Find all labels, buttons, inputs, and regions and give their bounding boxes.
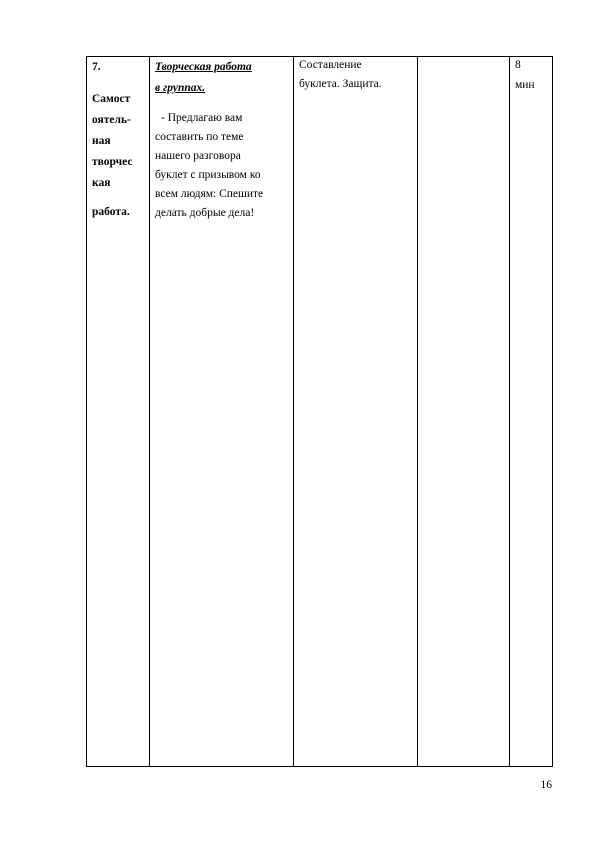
student-text-line: Составление [299, 59, 362, 71]
time-value: 8 [515, 59, 521, 71]
column-divider [417, 57, 418, 766]
time-unit: мин [515, 79, 535, 91]
column-divider [149, 57, 150, 766]
stage-title-line: работа. [92, 206, 130, 218]
student-text-line: буклета. Защита. [299, 78, 382, 90]
stage-title-line: оятель- [92, 114, 131, 126]
stage-title-line: творчес [92, 156, 133, 168]
activity-text-line: делать добрые дела! [155, 207, 255, 219]
activity-text-line: всем людям: Спешите [155, 188, 264, 200]
activity-heading: в группах. [155, 82, 206, 94]
page-number: 16 [540, 779, 552, 791]
column-divider [293, 57, 294, 766]
stage-number: 7. [92, 61, 101, 73]
activity-text-line: нашего разговора [155, 150, 241, 162]
stage-title-line: ная [92, 135, 111, 147]
lesson-table [86, 56, 553, 767]
stage-title-line: Самост [92, 93, 131, 105]
activity-text-line: - Предлагаю вам [161, 112, 243, 124]
column-divider [509, 57, 510, 766]
activity-heading: Творческая работа [155, 61, 252, 73]
activity-text-line: составить по теме [155, 131, 244, 143]
stage-title-line: кая [92, 177, 111, 189]
activity-text-line: буклет с призывом ко [155, 169, 261, 181]
